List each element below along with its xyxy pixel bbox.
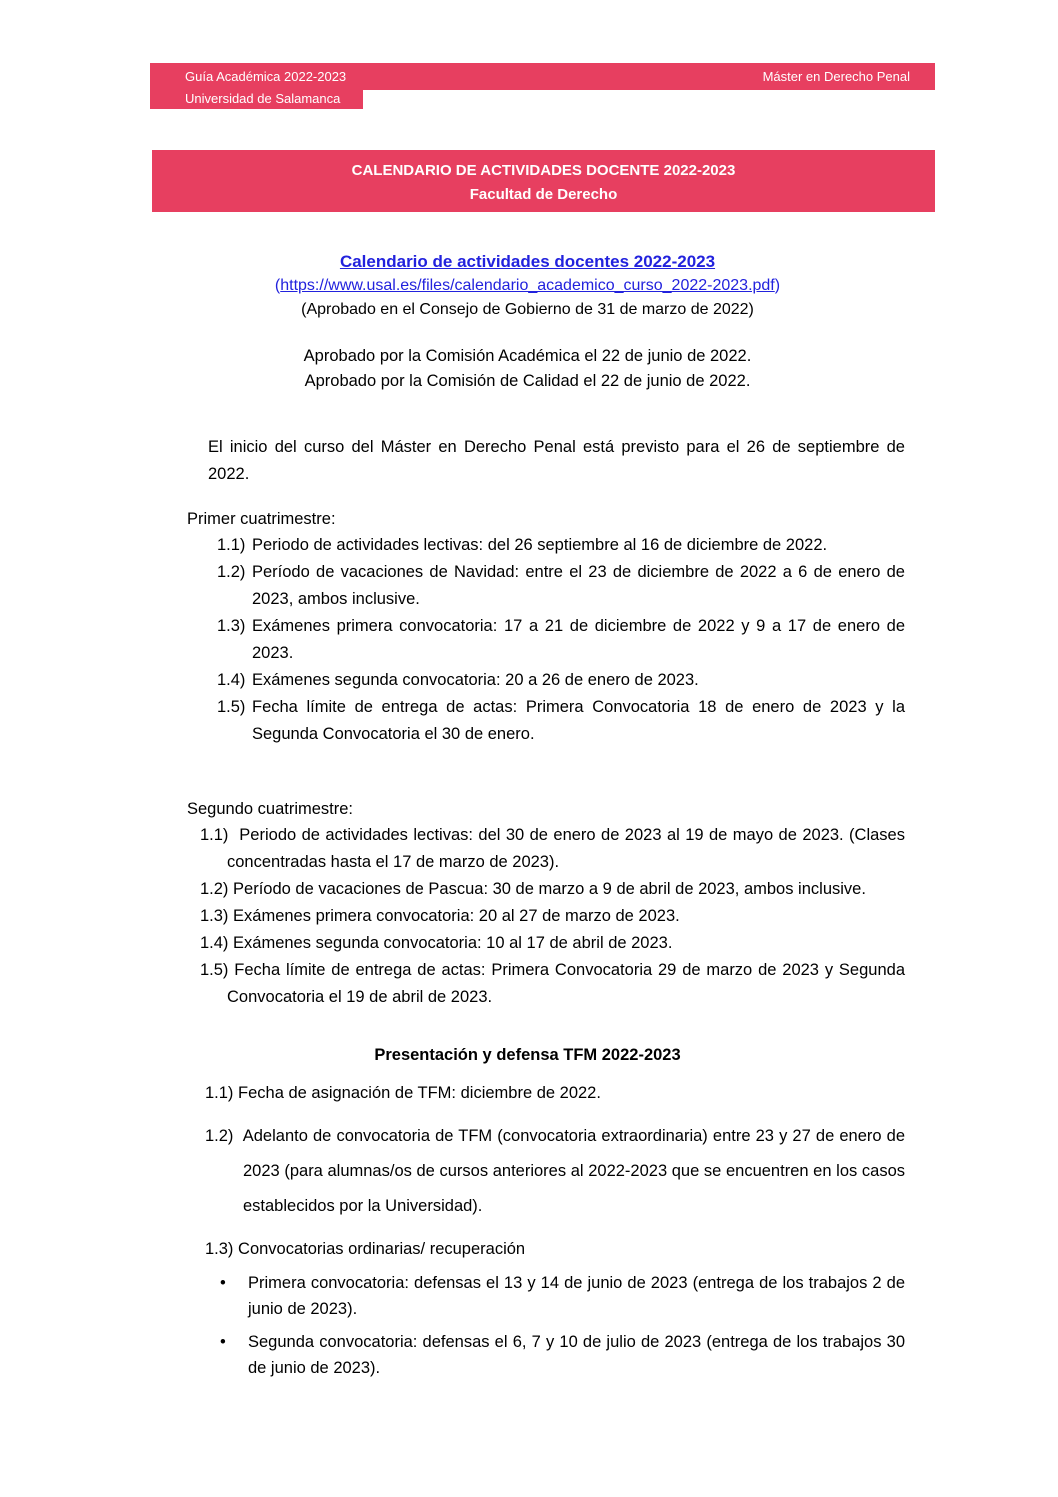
bullet-text: Segunda convocatoria: defensas el 6, 7 y 10 de julio de 2023 (entrega de los trabajos 30 de junio de 2023).: [248, 1333, 905, 1377]
item-number: 1.3): [200, 907, 229, 925]
guide-label: Guía Académica 2022-2023: [185, 69, 347, 84]
approval-academic: Aprobado por la Comisión Académica el 22 de junio de 2022.: [303, 347, 752, 365]
list-item: [150, 822, 905, 876]
item-text: Fecha límite de entrega de actas: Primera Convocatoria 18 de enero de 2023 y la Segunda Convocatoria el 30 de enero.: [252, 698, 905, 743]
item-number: 1.4): [217, 671, 246, 689]
item-text: Periodo de actividades lectivas: del 30 de enero de 2023 al 19 de mayo de 2023. (Clases concentradas hasta el 17 de marzo de 2023).: [227, 826, 905, 871]
bullet-item: [150, 1329, 905, 1381]
bullet-item: [150, 1270, 905, 1322]
list-item: [150, 876, 905, 903]
list-item: [150, 903, 905, 930]
item-text: Período de vacaciones de Navidad: entre el 23 de diciembre de 2022 a 6 de enero de 2023, ambos inclusive.: [252, 563, 905, 608]
item-number: 1.1): [200, 826, 229, 844]
intro-paragraph: El inicio del curso del Máster en Derecho Penal está previsto para el 26 de septiembre de 2022.: [208, 438, 905, 483]
item-text: Periodo de actividades lectivas: del 26 septiembre al 16 de diciembre de 2022.: [252, 536, 828, 554]
item-text: Exámenes primera convocatoria: 20 al 27 de marzo de 2023.: [233, 907, 680, 925]
tfm-item: [150, 1119, 905, 1224]
calendar-url-line: [150, 274, 905, 298]
item-number: 1.5): [200, 961, 229, 979]
calendar-url-link[interactable]: https://www.usal.es/files/calendario_academico_curso_2022-2023.pdf: [280, 277, 775, 294]
calendar-title-link[interactable]: Calendario de actividades docentes 2022-2023: [339, 252, 716, 271]
list-item: [150, 532, 905, 559]
bullet-text: Primera convocatoria: defensas el 13 y 14 de junio de 2023 (entrega de los trabajos 2 de junio de 2023).: [248, 1274, 905, 1318]
item-text: Adelanto de convocatoria de TFM (convocatoria extraordinaria) entre 23 y 27 de enero de 2023 (para alumnas/os de cursos anteriores al 2022-2023 que se encuentren en los casos establecidos por la Universidad).: [242, 1127, 906, 1215]
url-close-paren: ): [774, 277, 781, 294]
item-text: Exámenes segunda convocatoria: 20 a 26 de enero de 2023.: [252, 671, 699, 689]
item-text: Convocatorias ordinarias/ recuperación: [238, 1240, 526, 1258]
document-body: [150, 250, 905, 1381]
list-item: [150, 957, 905, 1011]
item-number: 1.1): [205, 1084, 234, 1102]
item-number: 1.2): [217, 563, 246, 581]
tfm-item: [150, 1080, 905, 1107]
item-number: 1.2): [205, 1127, 234, 1145]
item-text: Exámenes segunda convocatoria: 10 al 17 de abril de 2023.: [233, 934, 673, 952]
url-open-paren: (: [274, 277, 281, 294]
second-semester-heading: Segundo cuatrimestre:: [187, 800, 354, 818]
university-label: Universidad de Salamanca: [150, 90, 363, 109]
list-item: [150, 559, 905, 613]
header-bar: [150, 63, 935, 90]
list-item: [150, 667, 905, 694]
first-semester-heading: Primer cuatrimestre:: [187, 510, 336, 528]
bullet-icon: •: [220, 1274, 226, 1292]
tfm-item: [150, 1236, 905, 1263]
list-item: [150, 694, 905, 748]
item-number: 1.1): [217, 536, 246, 554]
approval-council: (Aprobado en el Consejo de Gobierno de 31 de marzo de 2022): [301, 301, 754, 318]
list-item: [150, 930, 905, 957]
banner-subtitle: Facultad de Derecho: [469, 186, 618, 203]
item-number: 1.2): [200, 880, 229, 898]
item-number: 1.3): [217, 617, 246, 635]
approval-quality: Aprobado por la Comisión de Calidad el 22 de junio de 2022.: [304, 372, 751, 390]
item-text: Fecha límite de entrega de actas: Primera Convocatoria 29 de marzo de 2023 y Segunda Convocatoria el 19 de abril de 2023.: [227, 961, 905, 1006]
list-item: [150, 613, 905, 667]
master-label: Máster en Derecho Penal: [762, 69, 910, 84]
item-number: 1.4): [200, 934, 229, 952]
item-text: Exámenes primera convocatoria: 17 a 21 de diciembre de 2022 y 9 a 17 de enero de 2023.: [252, 617, 905, 662]
banner: [152, 150, 935, 212]
item-text: Fecha de asignación de TFM: diciembre de 2022.: [238, 1084, 601, 1102]
bullet-icon: •: [220, 1333, 226, 1351]
item-text: Período de vacaciones de Pascua: 30 de marzo a 9 de abril de 2023, ambos inclusive.: [233, 880, 866, 898]
tfm-heading: Presentación y defensa TFM 2022-2023: [374, 1046, 681, 1064]
banner-title: CALENDARIO DE ACTIVIDADES DOCENTE 2022-2023: [351, 162, 736, 179]
item-number: 1.3): [205, 1240, 234, 1258]
item-number: 1.5): [217, 698, 246, 716]
